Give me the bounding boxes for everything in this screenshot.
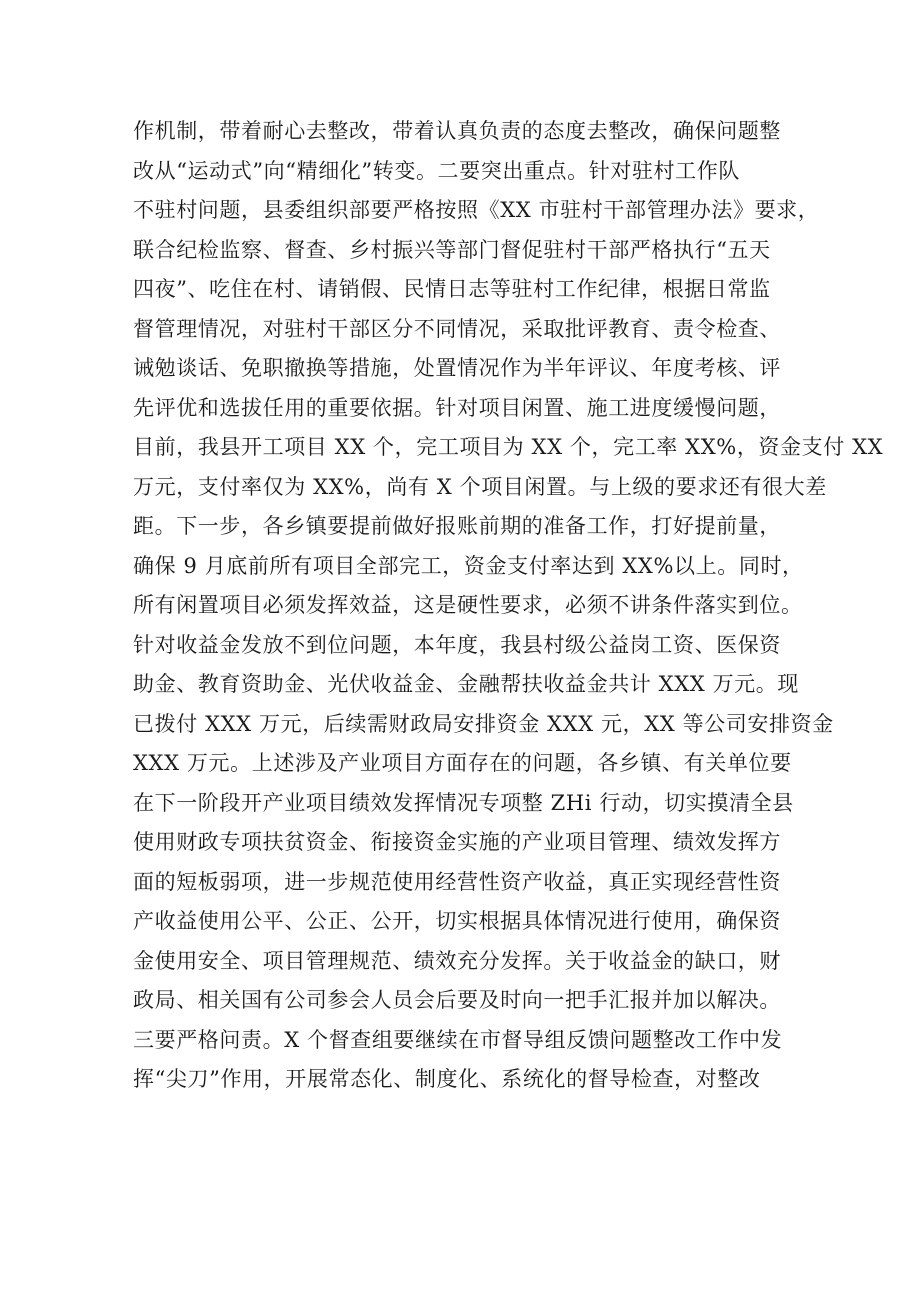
text-line: 已拨付 XXX 万元，后续需财政局安排资金 XXX 元，XX 等公司安排资金: [133, 711, 834, 736]
text-line: 督管理情况，对驻村干部区分不同情况，采取批评教育、责令检查、: [133, 316, 781, 341]
body-text: [133, 112, 884, 1100]
text-line: 产收益使用公平、公正、公开，切实根据具体情况进行使用，确保资: [133, 909, 781, 933]
text-line: 万元，支付率仅为 XX%，尚有 X 个项目闲置。与上级的要求还有很大差: [133, 474, 827, 499]
text-line: 先评优和选拔任用的重要依据。针对项目闲置、施工进度缓慢问题，: [133, 395, 781, 420]
text-line: 三要严格问责。X 个督查组要继续在市督导组反馈问题整改工作中发: [133, 1027, 783, 1052]
text-line: 所有闲置项目必须发挥效益，这是硬性要求，必须不讲条件落实到位。: [133, 593, 803, 617]
text-line: 改从“运动式”向“精细化”转变。二要突出重点。针对驻村工作队: [133, 158, 740, 183]
text-line: 挥“尖刀”作用，开展常态化、制度化、系统化的督导检查，对整改: [133, 1067, 761, 1091]
text-line: 使用财政专项扶贫资金、衔接资金实施的产业项目管理、绩效发挥方: [133, 830, 781, 854]
text-line: 在下一阶段开产业项目绩效发挥情况专项整 ZHi 行动，切实摸清全县: [133, 790, 794, 815]
text-line: 距。下一步，各乡镇要提前做好报账前期的准备工作，打好提前量，: [133, 514, 781, 538]
text-line: 四夜”、吃住在村、请销假、民情日志等驻村工作纪律，根据日常监: [133, 277, 771, 301]
text-line: 作机制，带着耐心去整改，带着认真负责的态度去整改，确保问题整: [133, 119, 781, 143]
text-line: 金使用安全、项目管理规范、绩效充分发挥。关于收益金的缺口，财: [133, 948, 781, 973]
text-line: XXX 万元。上述涉及产业项目方面存在的问题，各乡镇、有关单位要: [133, 751, 792, 775]
text-line: 目前，我县开工项目 XX 个，完工项目为 XX 个，完工率 XX%，资金支付 XX: [133, 435, 884, 459]
text-line: 政局、相关国有公司参会人员会后要及时向一把手汇报并加以解决。: [133, 988, 781, 1012]
text-line: 助金、教育资助金、光伏收益金、金融帮扶收益金共计 XXX 万元。现: [133, 672, 799, 696]
text-line: 不驻村问题，县委组织部要严格按照《XX 市驻村干部管理办法》要求，: [133, 198, 820, 222]
text-line: 联合纪检监察、督查、乡村振兴等部门督促驻村干部严格执行“五天: [133, 237, 771, 262]
text-line: 面的短板弱项，进一步规范使用经营性资产收益，真正实现经营性资: [133, 869, 781, 894]
text-line: 诫勉谈话、免职撤换等措施，处置情况作为半年评议、年度考核、评: [133, 356, 781, 380]
text-line: 确保 9 月底前所有项目全部完工，资金支付率达到 XX%以上。同时，: [133, 553, 804, 578]
text-line: 针对收益金发放不到位问题，本年度，我县村级公益岗工资、医保资: [133, 632, 781, 657]
